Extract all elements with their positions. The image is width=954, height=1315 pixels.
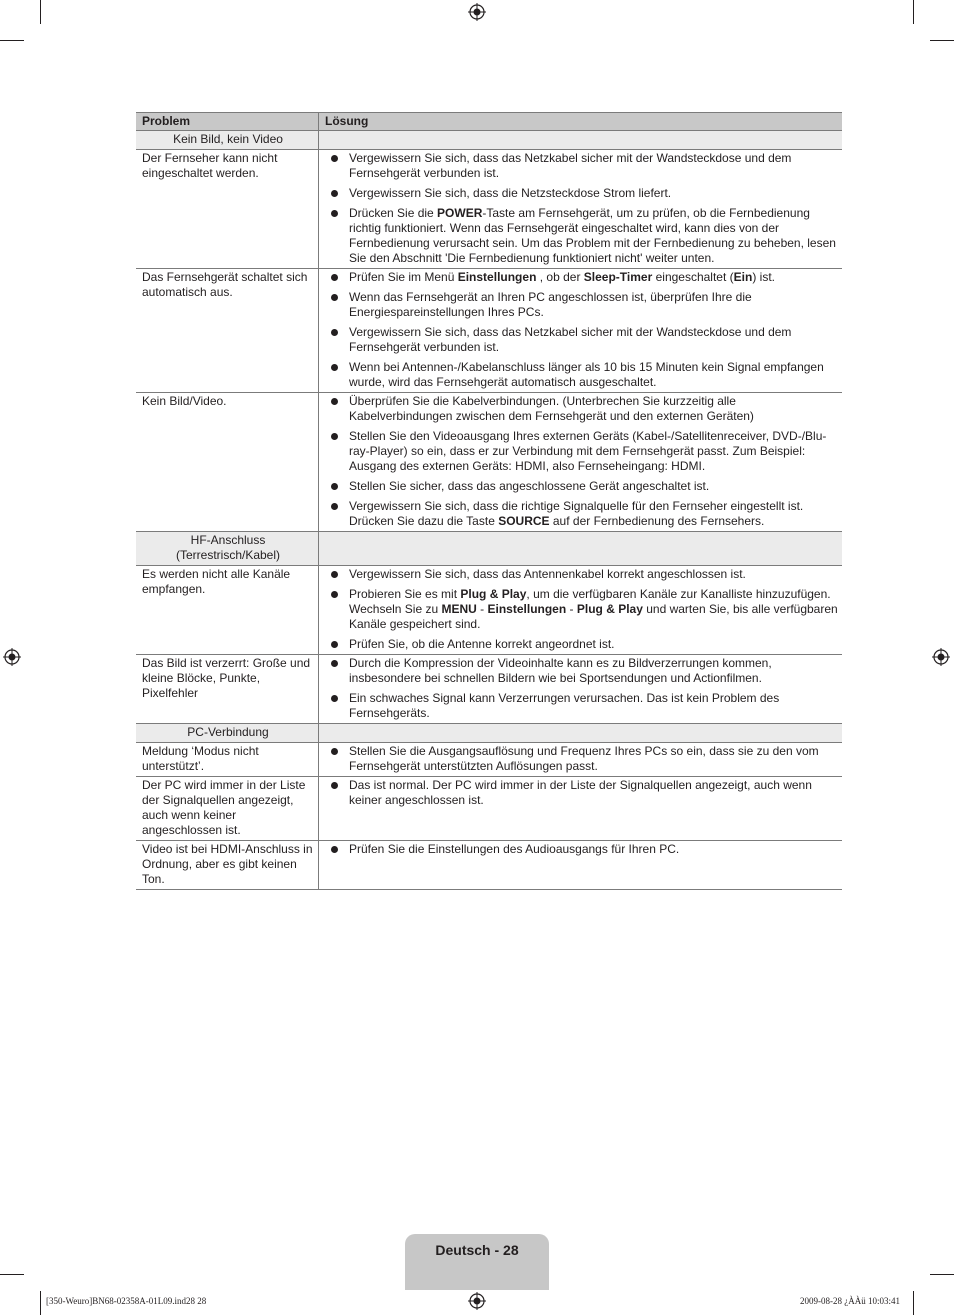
problem-cell: Das Bild ist verzerrt: Große und kleine Blöcke, Punkte, Pixelfehler: [136, 655, 319, 724]
section-empty-cell: [319, 532, 843, 566]
solution-list: [325, 744, 838, 774]
section-empty-cell: [319, 131, 843, 150]
problem-cell: Der Fernseher kann nicht eingeschaltet werden.: [136, 150, 319, 269]
solution-item: Überprüfen Sie die Kabelverbindungen. (Unterbrechen Sie kurzzeitig alle Kabelverbindungen zwischen dem Fernsehgerät und den externen Geräten): [325, 394, 838, 424]
solution-list: [325, 778, 838, 808]
solution-list: [325, 270, 838, 390]
problem-cell: Das Fernsehgerät schaltet sich automatisch aus.: [136, 269, 319, 393]
registration-mark-icon: [3, 648, 21, 666]
problem-column-header: Problem: [136, 113, 319, 131]
problem-cell: Der PC wird immer in der Liste der Signalquellen angezeigt, auch wenn keiner angeschlossen ist.: [136, 777, 319, 841]
problem-cell: Es werden nicht alle Kanäle empfangen.: [136, 566, 319, 655]
section-title: HF-Anschluss (Terrestrisch/Kabel): [136, 532, 319, 566]
registration-mark-icon: [468, 3, 486, 21]
table-row: [136, 566, 842, 655]
solution-item: Vergewissern Sie sich, dass das Netzkabel sicher mit der Wandsteckdose und dem Fernsehgerät verbunden ist.: [325, 151, 838, 181]
solution-item: Vergewissern Sie sich, dass das Netzkabel sicher mit der Wandsteckdose und dem Fernsehgerät verbunden ist.: [325, 325, 838, 355]
solution-cell: [319, 777, 843, 841]
solution-list: [325, 656, 838, 721]
table-row: [136, 655, 842, 724]
table-row: [136, 393, 842, 532]
section-title: Kein Bild, kein Video: [136, 131, 319, 150]
table-row: [136, 841, 842, 890]
solution-cell: [319, 269, 843, 393]
section-row: [136, 131, 842, 150]
solution-list: [325, 151, 838, 266]
section-row: [136, 532, 842, 566]
solution-item: Wenn das Fernsehgerät an Ihren PC angeschlossen ist, überprüfen Ihre die Energiespareinstellungen Ihres PCs.: [325, 290, 838, 320]
crop-mark: [40, 1291, 41, 1315]
solution-item: Vergewissern Sie sich, dass das Antennenkabel korrekt angeschlossen ist.: [325, 567, 838, 582]
solution-cell: [319, 566, 843, 655]
solution-item: Prüfen Sie, ob die Antenne korrekt angeordnet ist.: [325, 637, 838, 652]
solution-list: [325, 394, 838, 529]
troubleshooting-table: [136, 112, 842, 890]
table-body: [136, 131, 842, 890]
print-slug-right: 2009-08-28 ¿ÀÀü 10:03:41: [800, 1296, 900, 1306]
registration-mark-icon: [468, 1292, 486, 1310]
registration-mark-icon: [932, 648, 950, 666]
solution-cell: [319, 841, 843, 890]
solution-list: [325, 567, 838, 652]
solution-item: Stellen Sie sicher, dass das angeschlossene Gerät angeschaltet ist.: [325, 479, 838, 494]
problem-cell: Video ist bei HDMI-Anschluss in Ordnung, aber es gibt keinen Ton.: [136, 841, 319, 890]
section-row: [136, 724, 842, 743]
solution-item: Probieren Sie es mit Plug & Play, um die verfügbaren Kanäle zur Kanalliste hinzuzufügen. Wechseln Sie zu MENU - Einstellungen - Plug & Play und warten Sie, bis alle verfügbaren Kanäle gespeichert sind.: [325, 587, 838, 632]
solution-column-header: Lösung: [319, 113, 843, 131]
solution-cell: [319, 393, 843, 532]
problem-cell: Kein Bild/Video.: [136, 393, 319, 532]
table-row: [136, 269, 842, 393]
crop-mark: [913, 1291, 914, 1315]
crop-mark: [930, 1274, 954, 1275]
crop-mark: [0, 1274, 24, 1275]
table-row: [136, 150, 842, 269]
crop-mark: [0, 40, 24, 41]
solution-item: Stellen Sie den Videoausgang Ihres externen Geräts (Kabel-/Satellitenreceiver, DVD-/Blu-ray-Player) so ein, dass er zur Verbindung mit dem Fernsehgerät passt. Zum Beispiel: Ausgang des externen Geräts: HDMI, also Fernseheingang: HDMI.: [325, 429, 838, 474]
crop-mark: [913, 0, 914, 24]
table-row: [136, 777, 842, 841]
solution-item: Vergewissern Sie sich, dass die richtige Signalquelle für den Fernseher eingestellt ist. Drücken Sie dazu die Taste SOURCE auf der Fernbedienung des Fernsehers.: [325, 499, 838, 529]
solution-item: Durch die Kompression der Videoinhalte kann es zu Bildverzerrungen kommen, insbesondere bei schnellen Bildern wie bei Sportsendungen und Actionfilmen.: [325, 656, 838, 686]
crop-mark: [930, 40, 954, 41]
solution-cell: [319, 655, 843, 724]
solution-item: Stellen Sie die Ausgangsauflösung und Frequenz Ihres PCs so ein, dass sie zu den vom Fernsehgerät unterstützten Auflösungen passt.: [325, 744, 838, 774]
page-number-tab: [405, 1234, 549, 1290]
crop-mark: [40, 0, 41, 24]
table-row: [136, 743, 842, 777]
solution-item: Das ist normal. Der PC wird immer in der Liste der Signalquellen angezeigt, auch wenn keiner angeschlossen ist.: [325, 778, 838, 808]
solution-item: Drücken Sie die POWER-Taste am Fernsehgerät, um zu prüfen, ob die Fernbedienung richtig funktioniert. Wenn das Fernsehgerät eingeschaltet wird, kann dies von der Fernbedienung verursacht sein. Um das Problem mit der Fernbedienung zu beheben, lesen Sie den Abschnitt 'Die Fernbedienung funktioniert nicht' weiter unten.: [325, 206, 838, 266]
solution-item: Prüfen Sie im Menü Einstellungen , ob der Sleep-Timer eingeschaltet (Ein) ist.: [325, 270, 838, 285]
solution-item: Wenn bei Antennen-/Kabelanschluss länger als 10 bis 15 Minuten kein Signal empfangen wurde, wird das Fernsehgerät automatisch ausgeschaltet.: [325, 360, 838, 390]
section-title: PC-Verbindung: [136, 724, 319, 743]
solution-item: Ein schwaches Signal kann Verzerrungen verursachen. Das ist kein Problem des Fernsehgeräts.: [325, 691, 838, 721]
print-slug-left: [350-Weuro]BN68-02358A-01L09.ind28 28: [46, 1296, 207, 1306]
solution-cell: [319, 150, 843, 269]
solution-list: [325, 842, 838, 857]
page-number: Deutsch - 28: [435, 1242, 519, 1258]
table-header-row: [136, 113, 842, 131]
solution-item: Prüfen Sie die Einstellungen des Audioausgangs für Ihren PC.: [325, 842, 838, 857]
solution-item: Vergewissern Sie sich, dass die Netzsteckdose Strom liefert.: [325, 186, 838, 201]
section-empty-cell: [319, 724, 843, 743]
problem-cell: Meldung ‘Modus nicht unterstützt’.: [136, 743, 319, 777]
solution-cell: [319, 743, 843, 777]
